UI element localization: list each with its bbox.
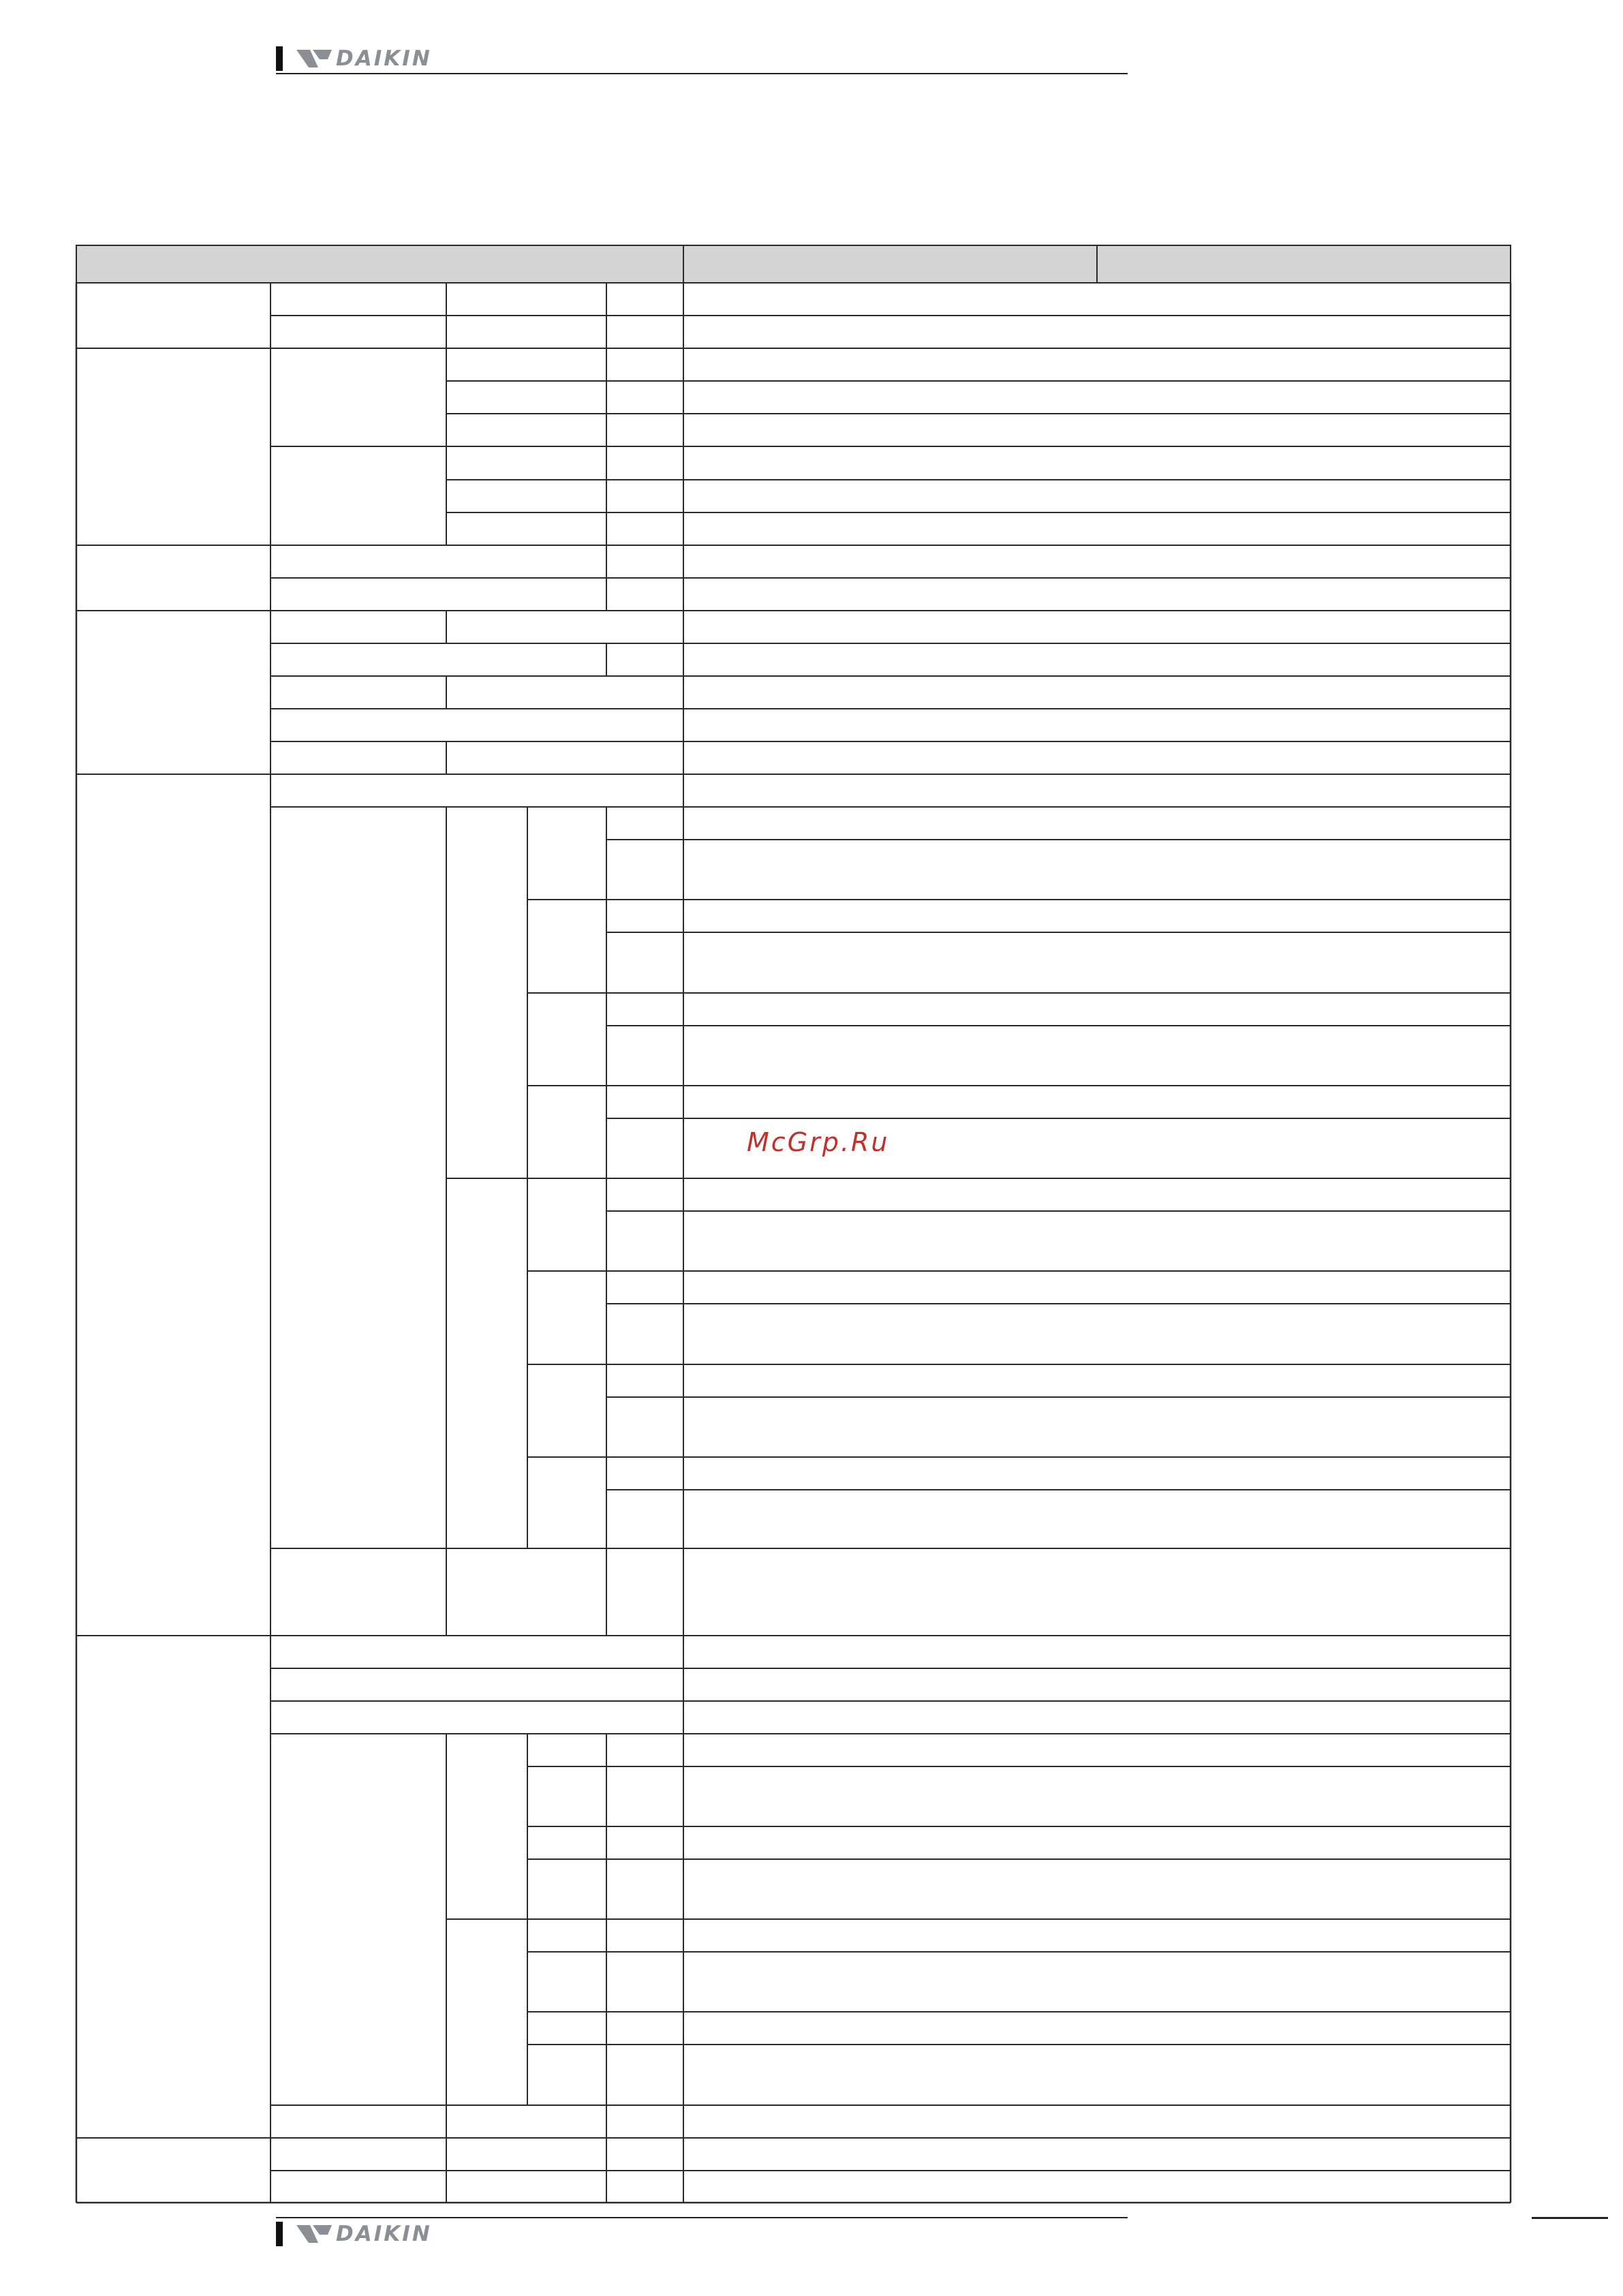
page-number-rule [1532, 2217, 1608, 2219]
footer-marker-bar [276, 2222, 283, 2246]
footer-brand [276, 2220, 432, 2248]
table-header-cell [76, 245, 1511, 283]
daikin-logo-icon [295, 2224, 333, 2244]
watermark-text: McGrp.Ru [747, 1127, 890, 1157]
footer-rule [276, 2217, 1128, 2218]
header-brand-wordmark: DAIKIN [336, 46, 432, 71]
footer-brand-wordmark: DAIKIN [336, 2222, 432, 2246]
